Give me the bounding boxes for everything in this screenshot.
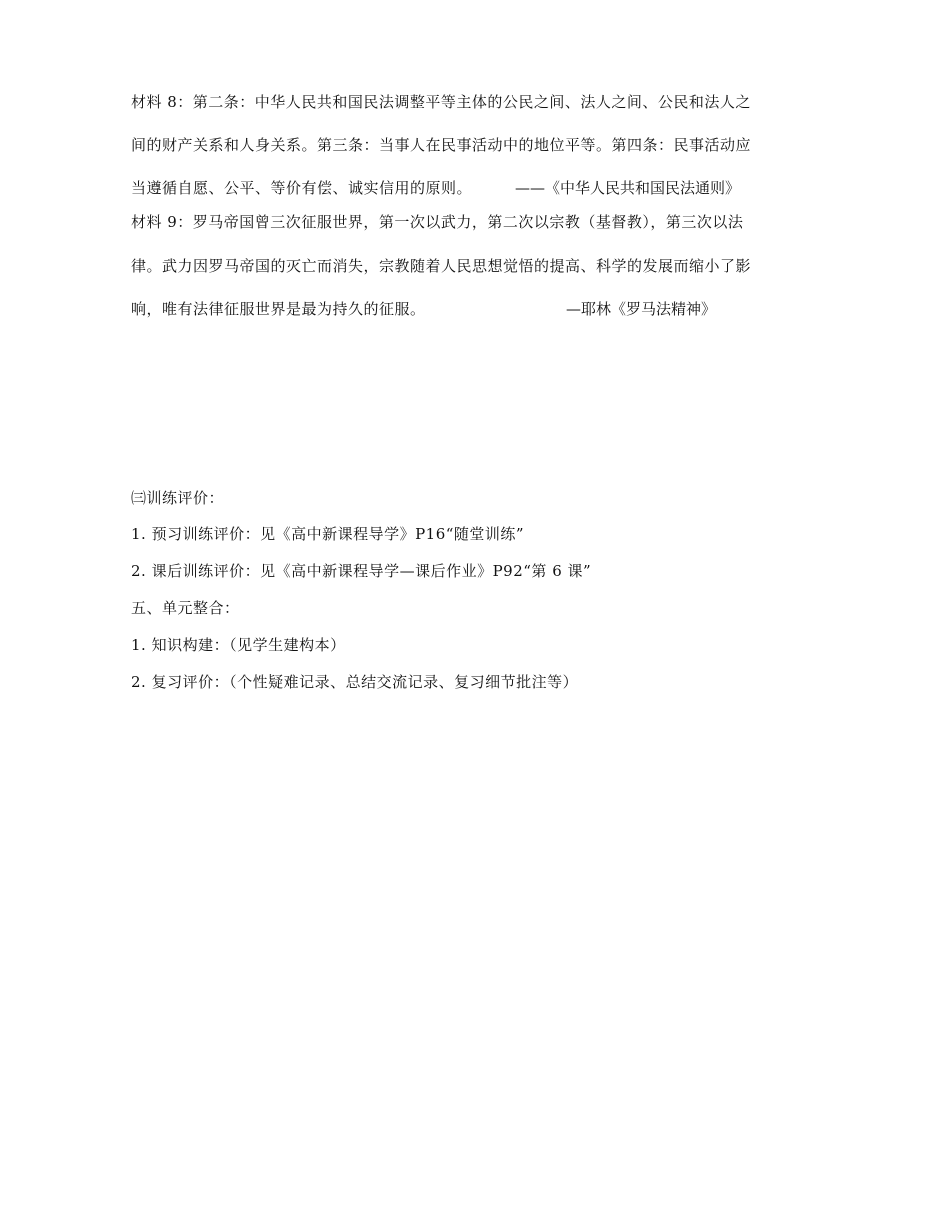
- unit-heading: 五、单元整合：: [131, 599, 240, 617]
- material-9-line-2: 律。武力因罗马帝国的灭亡而消失，宗教随着人民思想觉悟的提高、科学的发展而缩小了影: [131, 257, 752, 275]
- training-item-1: 1. 预习训练评价：见《高中新课程导学》P16“随堂训练”: [131, 525, 525, 543]
- training-heading: ㈢训练评价：: [131, 489, 225, 507]
- material-9-line-3: 响，唯有法律征服世界是最为持久的征服。: [131, 300, 426, 318]
- material-9-line-1: 材料 9：罗马帝国曾三次征服世界，第一次以武力，第二次以宗教（基督教），第三次以法: [131, 213, 744, 231]
- unit-item-1: 1. 知识构建：（见学生建构本）: [131, 636, 346, 654]
- material-8-line-3: 当遵循自愿、公平、等价有偿、诚实信用的原则。: [131, 179, 473, 197]
- unit-item-2: 2. 复习评价：（个性疑难记录、总结交流记录、复习细节批注等）: [131, 673, 579, 691]
- material-9-source: —耶林《罗马法精神》: [566, 300, 717, 318]
- material-8-line-2: 间的财产关系和人身关系。第三条：当事人在民事活动中的地位平等。第四条：民事活动应: [131, 136, 752, 154]
- material-8-line-1: 材料 8：第二条：中华人民共和国民法调整平等主体的公民之间、法人之间、公民和法人之: [131, 93, 751, 111]
- training-item-2: 2. 课后训练评价：见《高中新课程导学—课后作业》P92“第 6 课”: [131, 562, 592, 580]
- material-8-source: ——《中华人民共和国民法通则》: [515, 179, 741, 197]
